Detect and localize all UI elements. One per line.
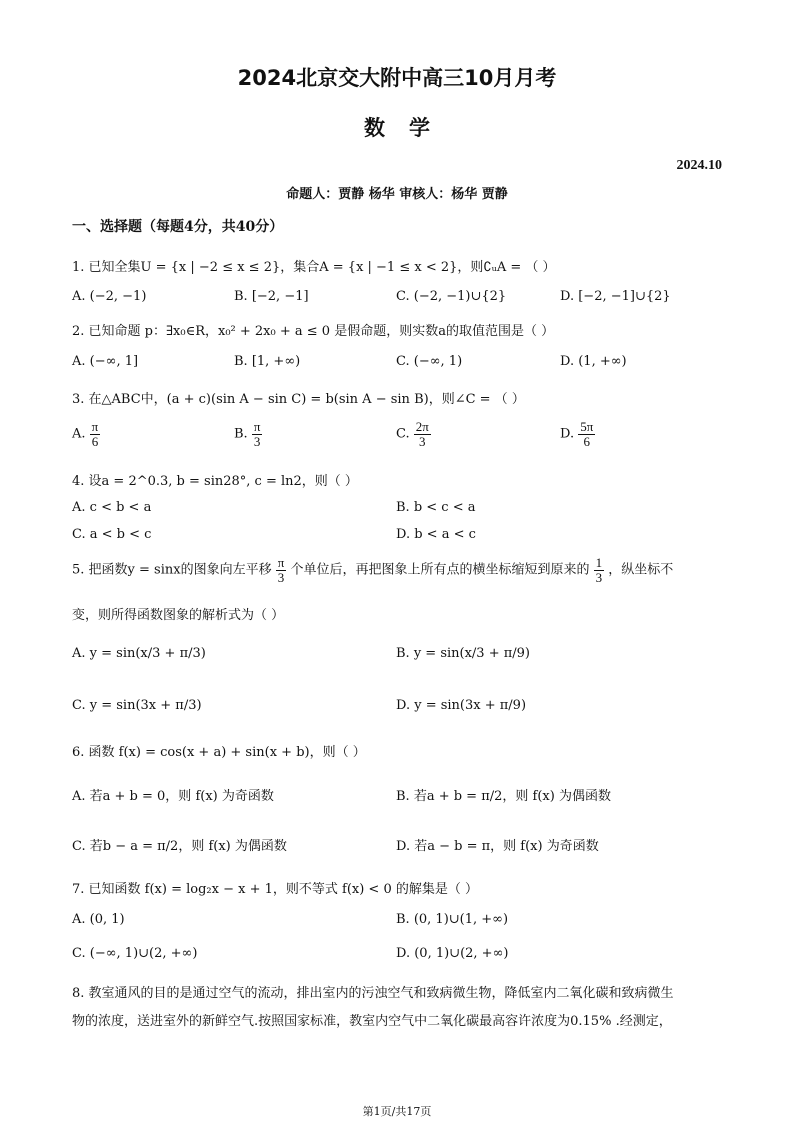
question-5-option-d: D. y = sin(3x + π/9) xyxy=(396,698,527,713)
question-6-stem: 6. 函数 f(x) = cos(x + a) + sin(x + b)，则（ ） xyxy=(72,745,366,760)
numerator: π xyxy=(253,419,261,434)
question-2-stem: 2. 已知命题 p：∃x₀∈R，x₀² + 2x₀ + a ≤ 0 是假命题，则实数a的取值范围是（ ） xyxy=(72,324,555,339)
question-1-option-d: D. [−2, −1]∪{2} xyxy=(560,289,671,304)
question-7-option-d: D. (0, 1)∪(2, +∞) xyxy=(396,946,509,961)
question-5-option-a: A. y = sin(x/3 + π/3) xyxy=(72,646,206,661)
question-2-option-b: B. [1, +∞) xyxy=(234,354,301,369)
stem-text: ，纵坐标不 xyxy=(608,562,674,578)
question-2-option-a: A. (−∞, 1] xyxy=(72,354,139,369)
stem-fraction xyxy=(276,556,287,584)
question-1-option-c: C. (−2, −1)∪{2} xyxy=(396,289,507,304)
question-4-option-b: B. b < c < a xyxy=(396,500,476,515)
exam-authors: 命题人：贾静 杨华 审核人：杨华 贾静 xyxy=(286,187,508,202)
numerator: 1 xyxy=(595,555,603,570)
question-2-option-c: C. (−∞, 1) xyxy=(396,354,463,369)
question-8-stem-line2: 物的浓度，送进室外的新鲜空气.按照国家标准，教室内空气中二氧化碳最高容许浓度为0.15% .经测定， xyxy=(72,1014,672,1029)
option-letter: B. xyxy=(234,426,248,442)
question-1-stem: 1. 已知全集U = {x | −2 ≤ x ≤ 2}，集合A = {x | −1 ≤ x < 2}，则∁ᵤA = （ ） xyxy=(72,260,556,275)
question-7-option-b: B. (0, 1)∪(1, +∞) xyxy=(396,912,509,927)
question-4-option-c: C. a < b < c xyxy=(72,527,152,542)
question-7-option-a: A. (0, 1) xyxy=(72,912,125,927)
question-3-option-b xyxy=(234,420,262,448)
denominator: 3 xyxy=(253,433,261,449)
question-1-option-b: B. [−2, −1] xyxy=(234,289,309,304)
question-6-option-d: D. 若a − b = π，则 f(x) 为奇函数 xyxy=(396,839,599,854)
question-4-option-d: D. b < a < c xyxy=(396,527,476,542)
stem-fraction xyxy=(594,556,605,584)
question-5-stem xyxy=(72,556,673,584)
numerator: π xyxy=(277,555,285,570)
stem-text: 个单位后，再把图象上所有点的横坐标缩短到原来的 xyxy=(290,562,590,578)
numerator: π xyxy=(91,419,99,434)
question-5-option-b: B. y = sin(x/3 + π/9) xyxy=(396,646,530,661)
question-3-stem: 3. 在△ABC中，(a + c)(sin A − sin C) = b(sin A − sin B)，则∠C = （ ） xyxy=(72,392,525,407)
denominator: 6 xyxy=(91,433,99,449)
denominator: 3 xyxy=(419,433,426,449)
option-fraction xyxy=(90,420,101,448)
question-5-stem-line2: 变，则所得函数图象的解析式为（ ） xyxy=(72,608,285,623)
page-footer: 第1页/共17页 xyxy=(362,1105,432,1118)
question-6-option-b: B. 若a + b = π/2，则 f(x) 为偶函数 xyxy=(396,789,611,804)
question-7-option-c: C. (−∞, 1)∪(2, +∞) xyxy=(72,946,198,961)
question-2-option-d: D. (1, +∞) xyxy=(560,354,627,369)
option-fraction xyxy=(578,420,595,448)
section-heading: 一、选择题（每题4分，共40分） xyxy=(72,219,284,235)
option-fraction xyxy=(252,420,263,448)
option-fraction xyxy=(414,420,431,448)
numerator: 2π xyxy=(415,419,429,434)
exam-subject: 数学 xyxy=(364,116,454,140)
option-letter: A. xyxy=(72,426,86,442)
exam-date: 2024.10 xyxy=(676,158,722,173)
option-letter: C. xyxy=(396,426,410,442)
question-6-option-c: C. 若b − a = π/2，则 f(x) 为偶函数 xyxy=(72,839,287,854)
denominator: 3 xyxy=(595,569,603,585)
denominator: 6 xyxy=(583,433,591,449)
question-3-option-c xyxy=(396,420,431,448)
question-3-option-d xyxy=(560,420,595,448)
stem-text: 5. 把函数y = sinx的图象向左平移 xyxy=(72,562,272,578)
question-1-option-a: A. (−2, −1) xyxy=(72,289,147,304)
question-4-option-a: A. c < b < a xyxy=(72,500,152,515)
question-5-option-c: C. y = sin(3x + π/3) xyxy=(72,698,202,713)
question-6-option-a: A. 若a + b = 0，则 f(x) 为奇函数 xyxy=(72,789,274,804)
question-8-stem-line1: 8. 教室通风的目的是通过空气的流动，排出室内的污浊空气和致病微生物，降低室内二氧化碳和致病微生 xyxy=(72,986,674,1001)
question-3-option-a xyxy=(72,420,100,448)
option-letter: D. xyxy=(560,426,575,442)
denominator: 3 xyxy=(277,569,285,585)
numerator: 5π xyxy=(580,419,594,434)
question-4-stem: 4. 设a = 2^0.3, b = sin28°, c = ln2，则（ ） xyxy=(72,474,358,489)
question-7-stem: 7. 已知函数 f(x) = log₂x − x + 1，则不等式 f(x) < 0 的解集是（ ） xyxy=(72,882,478,897)
exam-title: 2024北京交大附中高三10月月考 xyxy=(237,66,557,90)
